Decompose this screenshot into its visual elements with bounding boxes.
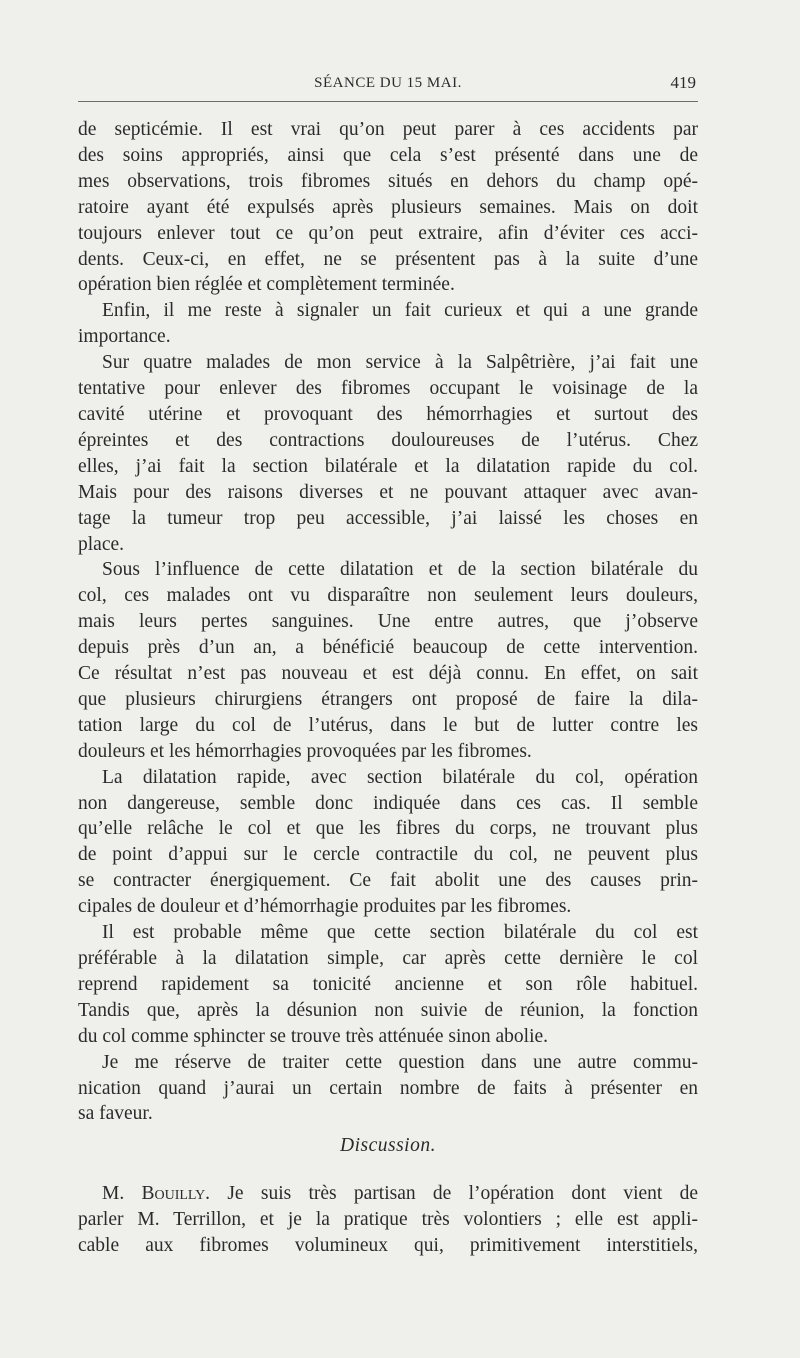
- text-line: opération bien réglée et complètement terminée.: [78, 274, 455, 296]
- section-gap: [78, 1159, 698, 1181]
- text-line: importance.: [78, 326, 171, 348]
- text-line: ratoire ayant été expulsés après plusieurs semaines. Mais on doit: [78, 196, 698, 218]
- page-number: 419: [670, 73, 696, 92]
- text-line: reprend rapidement sa tonicité ancienne et son rôle habituel.: [78, 973, 698, 995]
- text-line: de point d’appui sur le cercle contractile du col, ne peuvent plus: [78, 844, 698, 866]
- text-line: du col comme sphincter se trouve très atténuée sinon abolie.: [78, 1025, 549, 1047]
- text-line: Ce résultat n’est pas nouveau et est déjà connu. En effet, on sait: [78, 663, 698, 685]
- text-line: qu’elle relâche le col et que les fibres du corps, ne trouvant plus: [78, 818, 698, 840]
- discussion-paragraph: [78, 1181, 698, 1259]
- text-line: tage la tumeur trop peu accessible, j’ai laissé les choses en: [78, 507, 698, 529]
- text-line: mes observations, trois fibromes situés en dehors du champ opé-: [78, 170, 698, 192]
- text-line: de septicémie. Il est vrai qu’on peut parer à ces accidents par: [78, 119, 698, 140]
- text-line: dents. Ceux-ci, en effet, ne se présentent pas à la suite d’une: [78, 248, 698, 270]
- text-line: Mais pour des raisons diverses et ne pouvant attaquer avec avan-: [78, 481, 698, 503]
- speaker-name: M. Bouilly.: [102, 1183, 211, 1205]
- text-line: douleurs et les hémorrhagies provoquées par les fibromes.: [78, 740, 532, 762]
- text-line: sa faveur.: [78, 1103, 153, 1125]
- text-line: Tandis que, après la désunion non suivie de réunion, la fonction: [78, 999, 698, 1021]
- paragraph: [78, 298, 698, 350]
- text-line: Je me réserve de traiter cette question dans une autre commu-: [102, 1051, 698, 1073]
- text-line: La dilatation rapide, avec section bilatérale du col, opération: [102, 766, 698, 788]
- text-line: non dangereuse, semble donc indiquée dans ces cas. Il semble: [78, 792, 698, 814]
- text-line: toujours enlever tout ce qu’on peut extraire, afin d’éviter ces acci-: [78, 222, 698, 244]
- text-line: elles, j’ai fait la section bilatérale et la dilatation rapide du col.: [78, 455, 698, 477]
- text-line: mais leurs pertes sanguines. Une entre autres, que j’observe: [78, 611, 698, 633]
- text-line: tation large du col de l’utérus, dans le but de lutter contre les: [78, 714, 698, 736]
- paragraph: [78, 920, 698, 1050]
- text-line: Sur quatre malades de mon service à la Salpêtrière, j’ai fait une: [102, 352, 698, 374]
- running-title: SÉANCE DU 15 MAI.: [314, 75, 462, 91]
- text-line: [78, 1181, 698, 1207]
- text-line: cavité utérine et provoquant des hémorrhagies et surtout des: [78, 403, 698, 425]
- paragraph: [78, 1050, 698, 1128]
- text-line: nication quand j’aurai un certain nombre de faits à présenter en: [78, 1077, 698, 1099]
- text-line: cable aux fibromes volumineux qui, primitivement interstitiels,: [78, 1235, 698, 1257]
- discussion-heading: Discussion.: [340, 1135, 436, 1157]
- text-line: col, ces malades ont vu disparaître non seulement leurs douleurs,: [78, 585, 698, 607]
- text-line: épreintes et des contractions douloureuses de l’utérus. Chez: [78, 429, 698, 451]
- text-line: depuis près d’un an, a bénéficié beaucoup de cette intervention.: [78, 637, 698, 659]
- paragraph: [78, 350, 698, 557]
- paragraph: [78, 557, 698, 764]
- text-line: place.: [78, 533, 125, 555]
- header-rule: [78, 101, 698, 102]
- text-line: tentative pour enlever des fibromes occupant le voisinage de la: [78, 378, 698, 400]
- text-line: Il est probable même que cette section bilatérale du col est: [102, 922, 698, 944]
- text-line: Sous l’influence de cette dilatation et de la section bilatérale du: [102, 559, 698, 581]
- page-header: [78, 73, 698, 97]
- text-line: cipales de douleur et d’hémorrhagie produites par les fibromes.: [78, 896, 572, 918]
- text-line: parler M. Terrillon, et je la pratique très volontiers ; elle est appli-: [78, 1209, 698, 1231]
- text-line: des soins appropriés, ainsi que cela s’est présenté dans une de: [78, 144, 698, 166]
- paragraph: [78, 117, 698, 298]
- text-line: se contracter énergiquement. Ce fait abolit une des causes prin-: [78, 870, 698, 892]
- text-line: Enfin, il me reste à signaler un fait curieux et qui a une grande: [102, 300, 698, 322]
- speaker-text: Je suis très partisan de l’opération dont vient de: [227, 1183, 698, 1205]
- text-line: préférable à la dilatation simple, car après cette dernière le col: [78, 948, 698, 969]
- text-line: que plusieurs chirurgiens étrangers ont proposé de faire la dila-: [78, 688, 698, 710]
- body-text: [78, 117, 698, 1259]
- paragraph: [78, 765, 698, 920]
